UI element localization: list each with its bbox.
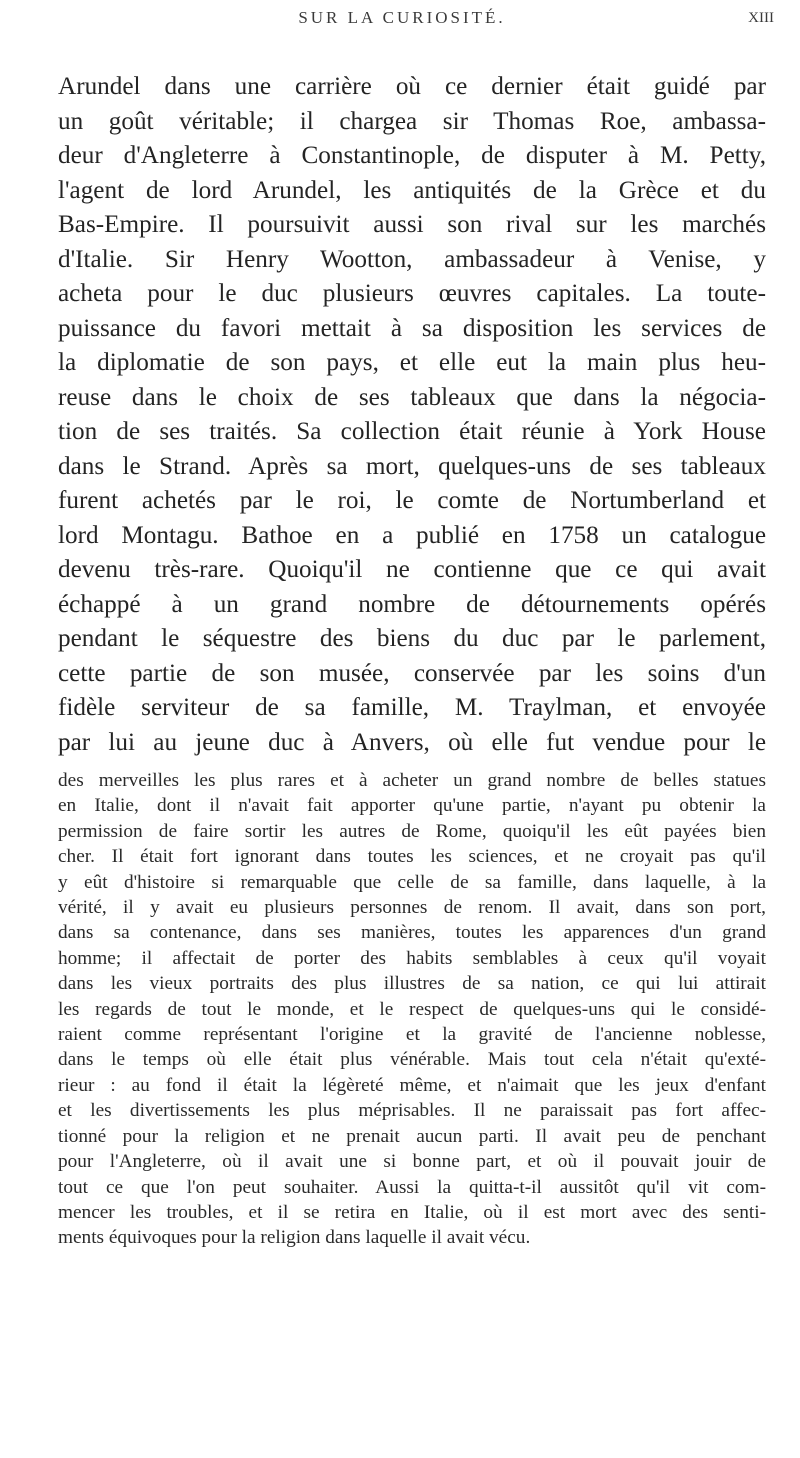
main-text-line: tion de ses traités. Sa collection était réunie à York House: [58, 418, 766, 445]
footnote-line: vérité, il y avait eu plusieurs personnes de renom. Il avait, dans son port,: [58, 897, 766, 919]
footnote: [38, 768, 766, 1251]
footnote-line: rieur : au fond il était la légèreté même, et n'aimait que les jeux d'enfant: [58, 1074, 766, 1096]
main-text-line: l'agent de lord Arundel, les antiquités de la Grèce et du: [58, 176, 766, 204]
footnote-line: raient comme représentant l'origine et la gravité de l'ancienne noblesse,: [58, 1024, 766, 1046]
main-text-line: deur d'Angleterre à Constantinople, de disputer à M. Petty,: [58, 142, 766, 169]
main-text-line: par lui au jeune duc à Anvers, où elle fut vendue pour le: [58, 728, 766, 756]
main-text-line: d'Italie. Sir Henry Wootton, ambassadeur à Venise, y: [58, 245, 766, 273]
footnote-line: en Italie, dont il n'avait fait apporter qu'une partie, n'ayant pu obtenir la: [58, 795, 766, 817]
main-text-line: cette partie de son musée, conservée par les soins d'un: [58, 659, 766, 687]
main-text-line: Arundel dans une carrière où ce dernier était guidé par: [58, 73, 766, 100]
main-text-line: lord Montagu. Bathoe en a publié en 1758 un catalogue: [58, 521, 766, 549]
main-text-line: reuse dans le choix de ses tableaux que dans la négocia-: [58, 383, 766, 411]
footnote-line: permission de faire sortir les autres de Rome, quoiqu'il les eût payées bien: [58, 820, 766, 842]
main-text-line: acheta pour le duc plusieurs œuvres capitales. La toute-: [58, 280, 766, 307]
running-title: SUR LA CURIOSITÉ.: [298, 8, 506, 27]
main-text-line: échappé à un grand nombre de détournements opérés: [58, 590, 766, 618]
footnote-line: ments équivoques pour la religion dans laquelle il avait vécu.: [58, 1227, 531, 1249]
footnote-line: mencer les troubles, et il se retira en Italie, où il est mort avec des senti-: [58, 1201, 766, 1223]
main-text-line: puissance du favori mettait à sa disposition les services de: [58, 314, 766, 342]
footnote-line: dans les vieux portraits des plus illustres de sa nation, ce qui lui attirait: [58, 973, 766, 995]
page-number: XIII: [748, 10, 774, 26]
footnote-line: les regards de tout le monde, et le respect de quelques-uns qui le considé-: [58, 998, 766, 1020]
footnote-line: dans le temps où elle était plus vénérable. Mais tout cela n'était qu'exté-: [58, 1049, 766, 1071]
footnote-line: et les divertissements les plus méprisables. Il ne paraissait pas fort affec-: [58, 1100, 766, 1122]
main-text-line: la diplomatie de son pays, et elle eut la main plus heu-: [58, 349, 766, 376]
footnote-line: tionné pour la religion et ne prenait aucun parti. Il avait peu de penchant: [58, 1125, 766, 1147]
main-text-line: Bas-Empire. Il poursuivit aussi son rival sur les marchés: [58, 211, 766, 238]
main-text-line: un goût véritable; il chargea sir Thomas Roe, ambassa-: [58, 107, 766, 135]
main-text-line: fidèle serviteur de sa famille, M. Traylman, et envoyée: [58, 694, 766, 721]
footnote-line: tout ce que l'on peut souhaiter. Aussi la quitta-t-il aussitôt qu'il vit com-: [58, 1176, 766, 1198]
footnote-line: pour l'Angleterre, où il avait une si bonne part, et où il pouvait jouir de: [58, 1151, 766, 1173]
page-header: [38, 0, 774, 70]
main-text-line: devenu très-rare. Quoiqu'il ne contienne que ce qui avait: [58, 556, 766, 583]
book-page: [38, 0, 774, 1458]
footnote-line: des merveilles les plus rares et à acheter un grand nombre de belles statues: [58, 770, 766, 791]
main-text: [38, 70, 766, 760]
main-text-line: dans le Strand. Après sa mort, quelques-uns de ses tableaux: [58, 452, 766, 480]
footnote-line: cher. Il était fort ignorant dans toutes les sciences, et ne croyait pas qu'il: [58, 846, 766, 868]
footnote-line: dans sa contenance, dans ses manières, toutes les apparences d'un grand: [58, 922, 766, 944]
footnote-line: homme; il affectait de porter des habits semblables à ceux qu'il voyait: [58, 947, 766, 969]
main-text-line: furent achetés par le roi, le comte de Nortumberland et: [58, 487, 766, 514]
main-text-line: pendant le séquestre des biens du duc par le parlement,: [58, 625, 766, 652]
footnote-line: y eût d'histoire si remarquable que celle de sa famille, dans laquelle, à la: [58, 871, 766, 893]
